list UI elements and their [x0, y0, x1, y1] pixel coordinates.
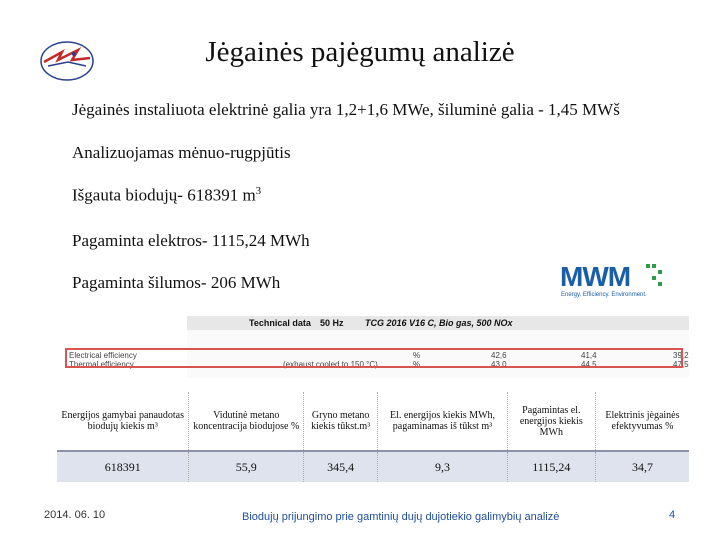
- mwm-square-icon: [646, 264, 650, 268]
- table-header-cell: Elektrinis jėgainės efektyvumas %: [595, 392, 689, 451]
- efficiency-value-1: 42,6: [491, 351, 507, 360]
- biogas-produced-line: [72, 185, 261, 206]
- slide-title: Jėgainės pajėgumų analizė: [205, 36, 515, 68]
- technical-data-header: [187, 316, 689, 330]
- table-cell: 34,7: [595, 451, 689, 482]
- table-row: [57, 451, 689, 482]
- technical-data-model: TCG 2016 V16 C, Bio gas, 500 NOx: [365, 318, 513, 328]
- mwm-logo-tagline: Energy. Efficiency. Environment.: [561, 292, 647, 298]
- installed-capacity-line: Jėgainės instaliuota elektrinė galia yra 1,2+1,6 MWe, šiluminė galia - 1,45 MWš: [72, 100, 620, 119]
- table-cell: 345,4: [304, 451, 378, 482]
- efficiency-unit: %: [413, 360, 421, 369]
- table-header-row: [57, 392, 689, 451]
- table-header-cell: Gryno metano kiekis tūkst.m³: [304, 392, 378, 451]
- mwm-logo: [560, 262, 670, 304]
- cubic-superscript: 3: [255, 185, 262, 197]
- efficiency-name: Electrical efficiency: [69, 351, 137, 360]
- table-cell: 55,9: [189, 451, 304, 482]
- efficiency-value-1: 43,0: [491, 360, 507, 369]
- analyzed-month-line: Analizuojamas mėnuo-rugpjūtis: [72, 143, 291, 162]
- electricity-produced-line: Pagaminta elektros- 1115,24 MWh: [72, 231, 310, 250]
- table-header-cell: Vidutinė metano koncentracija biodujose %: [189, 392, 304, 451]
- mwm-square-icon: [652, 264, 656, 268]
- heat-produced-line: Pagaminta šilumos- 206 MWh: [72, 273, 281, 292]
- footer-title: Biodujų prijungimo prie gamtinių dujų dujotiekio galimybių analizė: [242, 511, 560, 523]
- page-number: 4: [669, 509, 676, 521]
- efficiency-unit: %: [413, 351, 421, 360]
- table-cell: 1115,24: [507, 451, 595, 482]
- mwm-square-icon: [658, 282, 662, 286]
- mwm-square-icon: [658, 270, 662, 274]
- mwm-logo-word: MWM: [560, 261, 631, 292]
- efficiency-value-3: 47,5: [673, 360, 689, 369]
- energy-analysis-table: [57, 392, 689, 482]
- efficiency-value-2: 44,5: [581, 360, 597, 369]
- footer-date: 2014. 06. 10: [44, 509, 106, 521]
- technical-data-frequency: 50 Hz: [320, 318, 344, 328]
- efficiency-highlight-box: [65, 348, 683, 368]
- biogas-produced-text: Išgauta biodujų- 618391 m: [72, 185, 256, 205]
- table-cell: 618391: [57, 451, 189, 482]
- efficiency-name: Thermal efficiency: [69, 360, 134, 369]
- mwm-square-icon: [652, 276, 656, 280]
- table-header-cell: El. energijos kiekis MWh, pagaminamas iš tūkst m³: [378, 392, 508, 451]
- technical-data-image: [69, 316, 689, 378]
- table-header-cell: Energijos gamybai panaudotas biodujų kiekis m³: [61, 410, 184, 432]
- table-header-cell: Pagamintas el. energijos kiekis MWh: [507, 392, 595, 451]
- technical-data-label: Technical data: [249, 318, 311, 328]
- efficiency-value-3: 39,2: [673, 351, 689, 360]
- table-cell: 9,3: [378, 451, 508, 482]
- efficiency-value-2: 41,4: [581, 351, 597, 360]
- efficiency-note: (exhaust cooled to 150 °C): [283, 360, 378, 369]
